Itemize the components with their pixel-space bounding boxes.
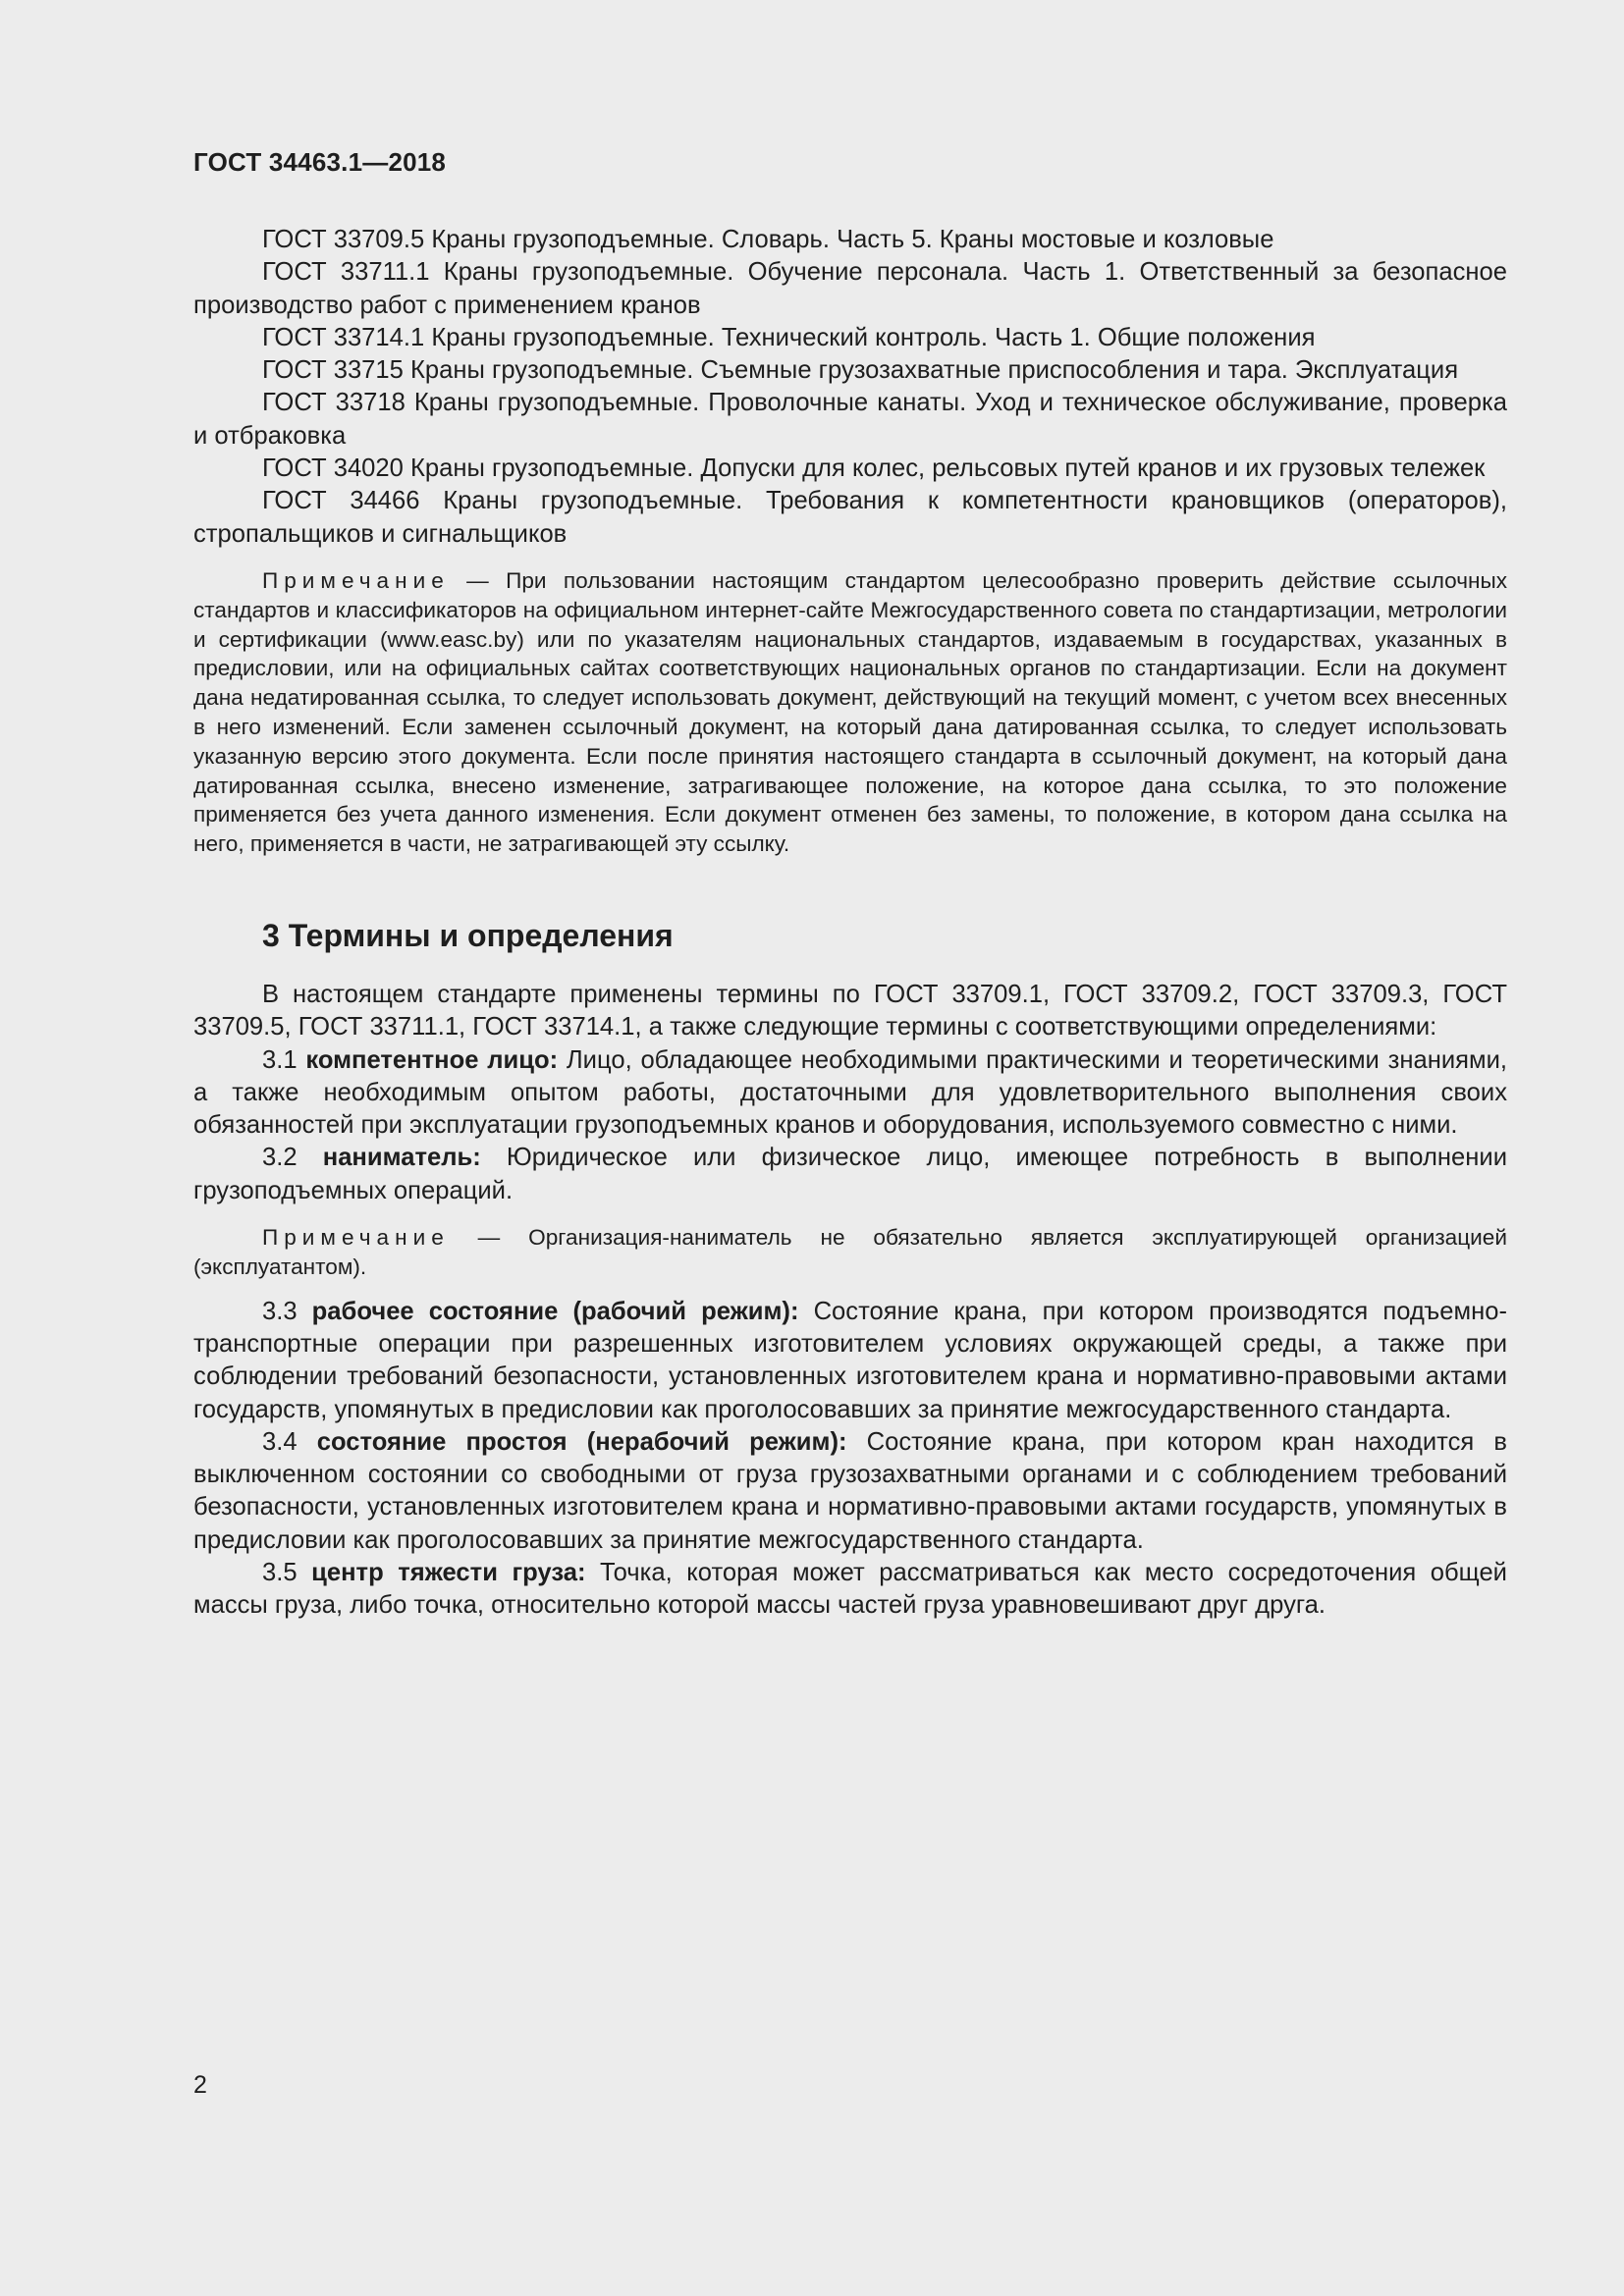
reference-item: ГОСТ 34466 Краны грузоподъемные. Требования к компетентности крановщиков (операторов), стропальщиков и сигнальщиков <box>193 487 1507 548</box>
reference-item: ГОСТ 34020 Краны грузоподъемные. Допуски для колес, рельсовых путей кранов и их грузовых тележек <box>262 454 1486 483</box>
note-text: — При пользовании настоящим стандартом целесообразно проверить действие ссылочных стандартов и классификаторов на официальном интернет-сайте Межгосударственного совета по стандартизации, метрологии и сертификации (www.easc.by) или по указателям национальных стандартов, издаваемым в государствах, указанных в предисловии, или на официальных сайтах соответствующих национальных органов по стандартизации. Если на документ дана недатированная ссылка, то следует использовать документ, действующий на текущий момент, с учетом всех внесенных в него изменений. Если заменен ссылочный документ, на который дана датированная ссылка, то следует использовать указанную версию этого документа. Если после принятия настоящего стандарта в ссылочный документ, на который дана датированная ссылка, внесено изменение, затрагивающее положение, на которое дана ссылка, то это положение применяется без учета данного изменения. Если документ отменен без замены, то положение, в котором дана ссылка на него, применяется в части, не затрагивающей эту ссылку. <box>193 567 1507 857</box>
page-number: 2 <box>193 2071 207 2099</box>
section-title: 3 Термины и определения <box>262 917 674 953</box>
note-text: — Организация-наниматель не обязательно является эксплуатирующей организацией (эксплуатантом). <box>193 1225 1507 1279</box>
note-label: Примечание <box>262 567 450 593</box>
term-text: Состояние крана, при котором кран находится в выключенном состоянии со свободными от груза грузозахватными органами и с соблюдением требований безопасности, установленных изготовителем крана и нормативно-правовыми актами государств, упомянутых в предисловии как проголосовавших за принятие межгосударственного стандарта. <box>193 1427 1507 1554</box>
term-text: Состояние крана, при котором производятся подъемно-транспортные операции при разрешенных изготовителем условиях окружающей среды, а также при соблюдении требований безопасности, установленных изготовителем крана и нормативно-правовыми актами государств, упомянутых в предисловии как проголосовавших за принятие межгосударственного стандарта. <box>193 1297 1507 1423</box>
reference-item: ГОСТ 33714.1 Краны грузоподъемные. Технический контроль. Часть 1. Общие положения <box>262 323 1316 351</box>
reference-item: ГОСТ 33711.1 Краны грузоподъемные. Обучение персонала. Часть 1. Ответственный за безопасное производство работ с применением кранов <box>193 258 1507 319</box>
reference-item: ГОСТ 33715 Краны грузоподъемные. Съемные грузозахватные приспособления и тара. Эксплуатация <box>262 356 1459 385</box>
normative-references-list <box>193 224 1507 551</box>
term-definition <box>193 1557 1507 1623</box>
term-text: Точка, которая может рассматриваться как место сосредоточения общей массы груза, либо точка, относительно которой массы частей груза уравновешивают друг друга. <box>193 1558 1507 1620</box>
term-name: наниматель: <box>322 1144 481 1172</box>
term-definition <box>193 1142 1507 1207</box>
term-number: 3.3 <box>262 1297 312 1325</box>
term-text: Юридическое или физическое лицо, имеющее потребность в выполнении грузоподъемных операций. <box>193 1144 1507 1204</box>
term-name: компетентное лицо: <box>305 1045 559 1074</box>
term-definition <box>193 1426 1507 1557</box>
reference-item: ГОСТ 33709.5 Краны грузоподъемные. Словарь. Часть 5. Краны мостовые и козловые <box>262 226 1274 253</box>
term-number: 3.4 <box>262 1427 317 1456</box>
term-name: центр тяжести груза: <box>311 1558 586 1586</box>
reference-item: ГОСТ 33718 Краны грузоподъемные. Проволочные канаты. Уход и техническое обслуживание, проверка и отбраковка <box>193 389 1507 450</box>
term-number: 3.1 <box>262 1045 306 1074</box>
note-label: Примечание <box>262 1225 450 1251</box>
term-text: Лицо, обладающее необходимыми практическими и теоретическими знаниями, а также необходимым опытом работы, достаточными для удовлетворительного выполнения своих обязанностей при эксплуатации грузоподъемных кранов и оборудования, используемого совместно с ними. <box>193 1045 1507 1140</box>
document-code-header: ГОСТ 34463.1—2018 <box>193 147 447 177</box>
term-definition <box>193 1296 1507 1426</box>
references-note <box>193 566 1507 859</box>
term-definition <box>193 1044 1507 1143</box>
section-intro: В настоящем стандарте применены термины по ГОСТ 33709.1, ГОСТ 33709.2, ГОСТ 33709.3, ГОСТ 33709.5, ГОСТ 33711.1, ГОСТ 33714.1, а также следующие термины с соответствующими определениями: <box>193 980 1507 1041</box>
term-name: рабочее состояние (рабочий режим): <box>311 1297 799 1325</box>
term-note <box>193 1223 1507 1282</box>
term-number: 3.5 <box>262 1558 312 1586</box>
term-name: состояние простоя (нерабочий режим): <box>316 1427 847 1456</box>
term-number: 3.2 <box>262 1144 323 1172</box>
document-content <box>193 224 1507 1623</box>
